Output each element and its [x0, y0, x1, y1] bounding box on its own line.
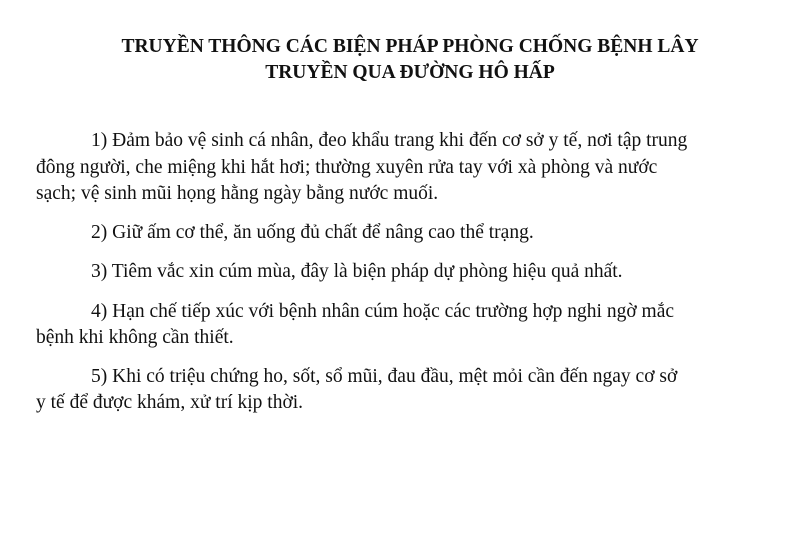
paragraph-line: 4) Hạn chế tiếp xúc với bệnh nhân cúm hoặc các trường hợp nghi ngờ mắc — [91, 300, 675, 322]
paragraph-2 — [36, 220, 776, 247]
document-body — [36, 128, 776, 429]
paragraph-line: bệnh khi không cần thiết. — [36, 327, 234, 348]
paragraph-line: đông người, che miệng khi hắt hơi; thường xuyên rửa tay với xà phòng và nước — [36, 156, 658, 178]
paragraph-1 — [36, 128, 776, 208]
title-line-1: TRUYỀN THÔNG CÁC BIỆN PHÁP PHÒNG CHỐNG BỆNH LÂY — [121, 36, 699, 57]
paragraph-line: sạch; vệ sinh mũi họng hằng ngày bằng nước muối. — [36, 183, 439, 204]
title-line-2: TRUYỀN QUA ĐƯỜNG HÔ HẤP — [265, 62, 555, 83]
paragraph-3 — [36, 259, 776, 286]
paragraph-line: 5) Khi có triệu chứng ho, sốt, sổ mũi, đau đầu, mệt mỏi cần đến ngay cơ sở — [91, 365, 678, 387]
paragraph-line: 1) Đảm bảo vệ sinh cá nhân, đeo khẩu trang khi đến cơ sở y tế, nơi tập trung — [91, 130, 688, 151]
paragraph-line: 3) Tiêm vắc xin cúm mùa, đây là biện pháp dự phòng hiệu quả nhất. — [91, 261, 623, 282]
paragraph-line: 2) Giữ ấm cơ thể, ăn uống đủ chất để nâng cao thể trạng. — [91, 221, 534, 243]
paragraph-5 — [36, 364, 776, 417]
paragraph-line: y tế để được khám, xử trí kịp thời. — [36, 392, 304, 413]
document-title — [40, 34, 780, 86]
paragraph-4 — [36, 299, 776, 352]
